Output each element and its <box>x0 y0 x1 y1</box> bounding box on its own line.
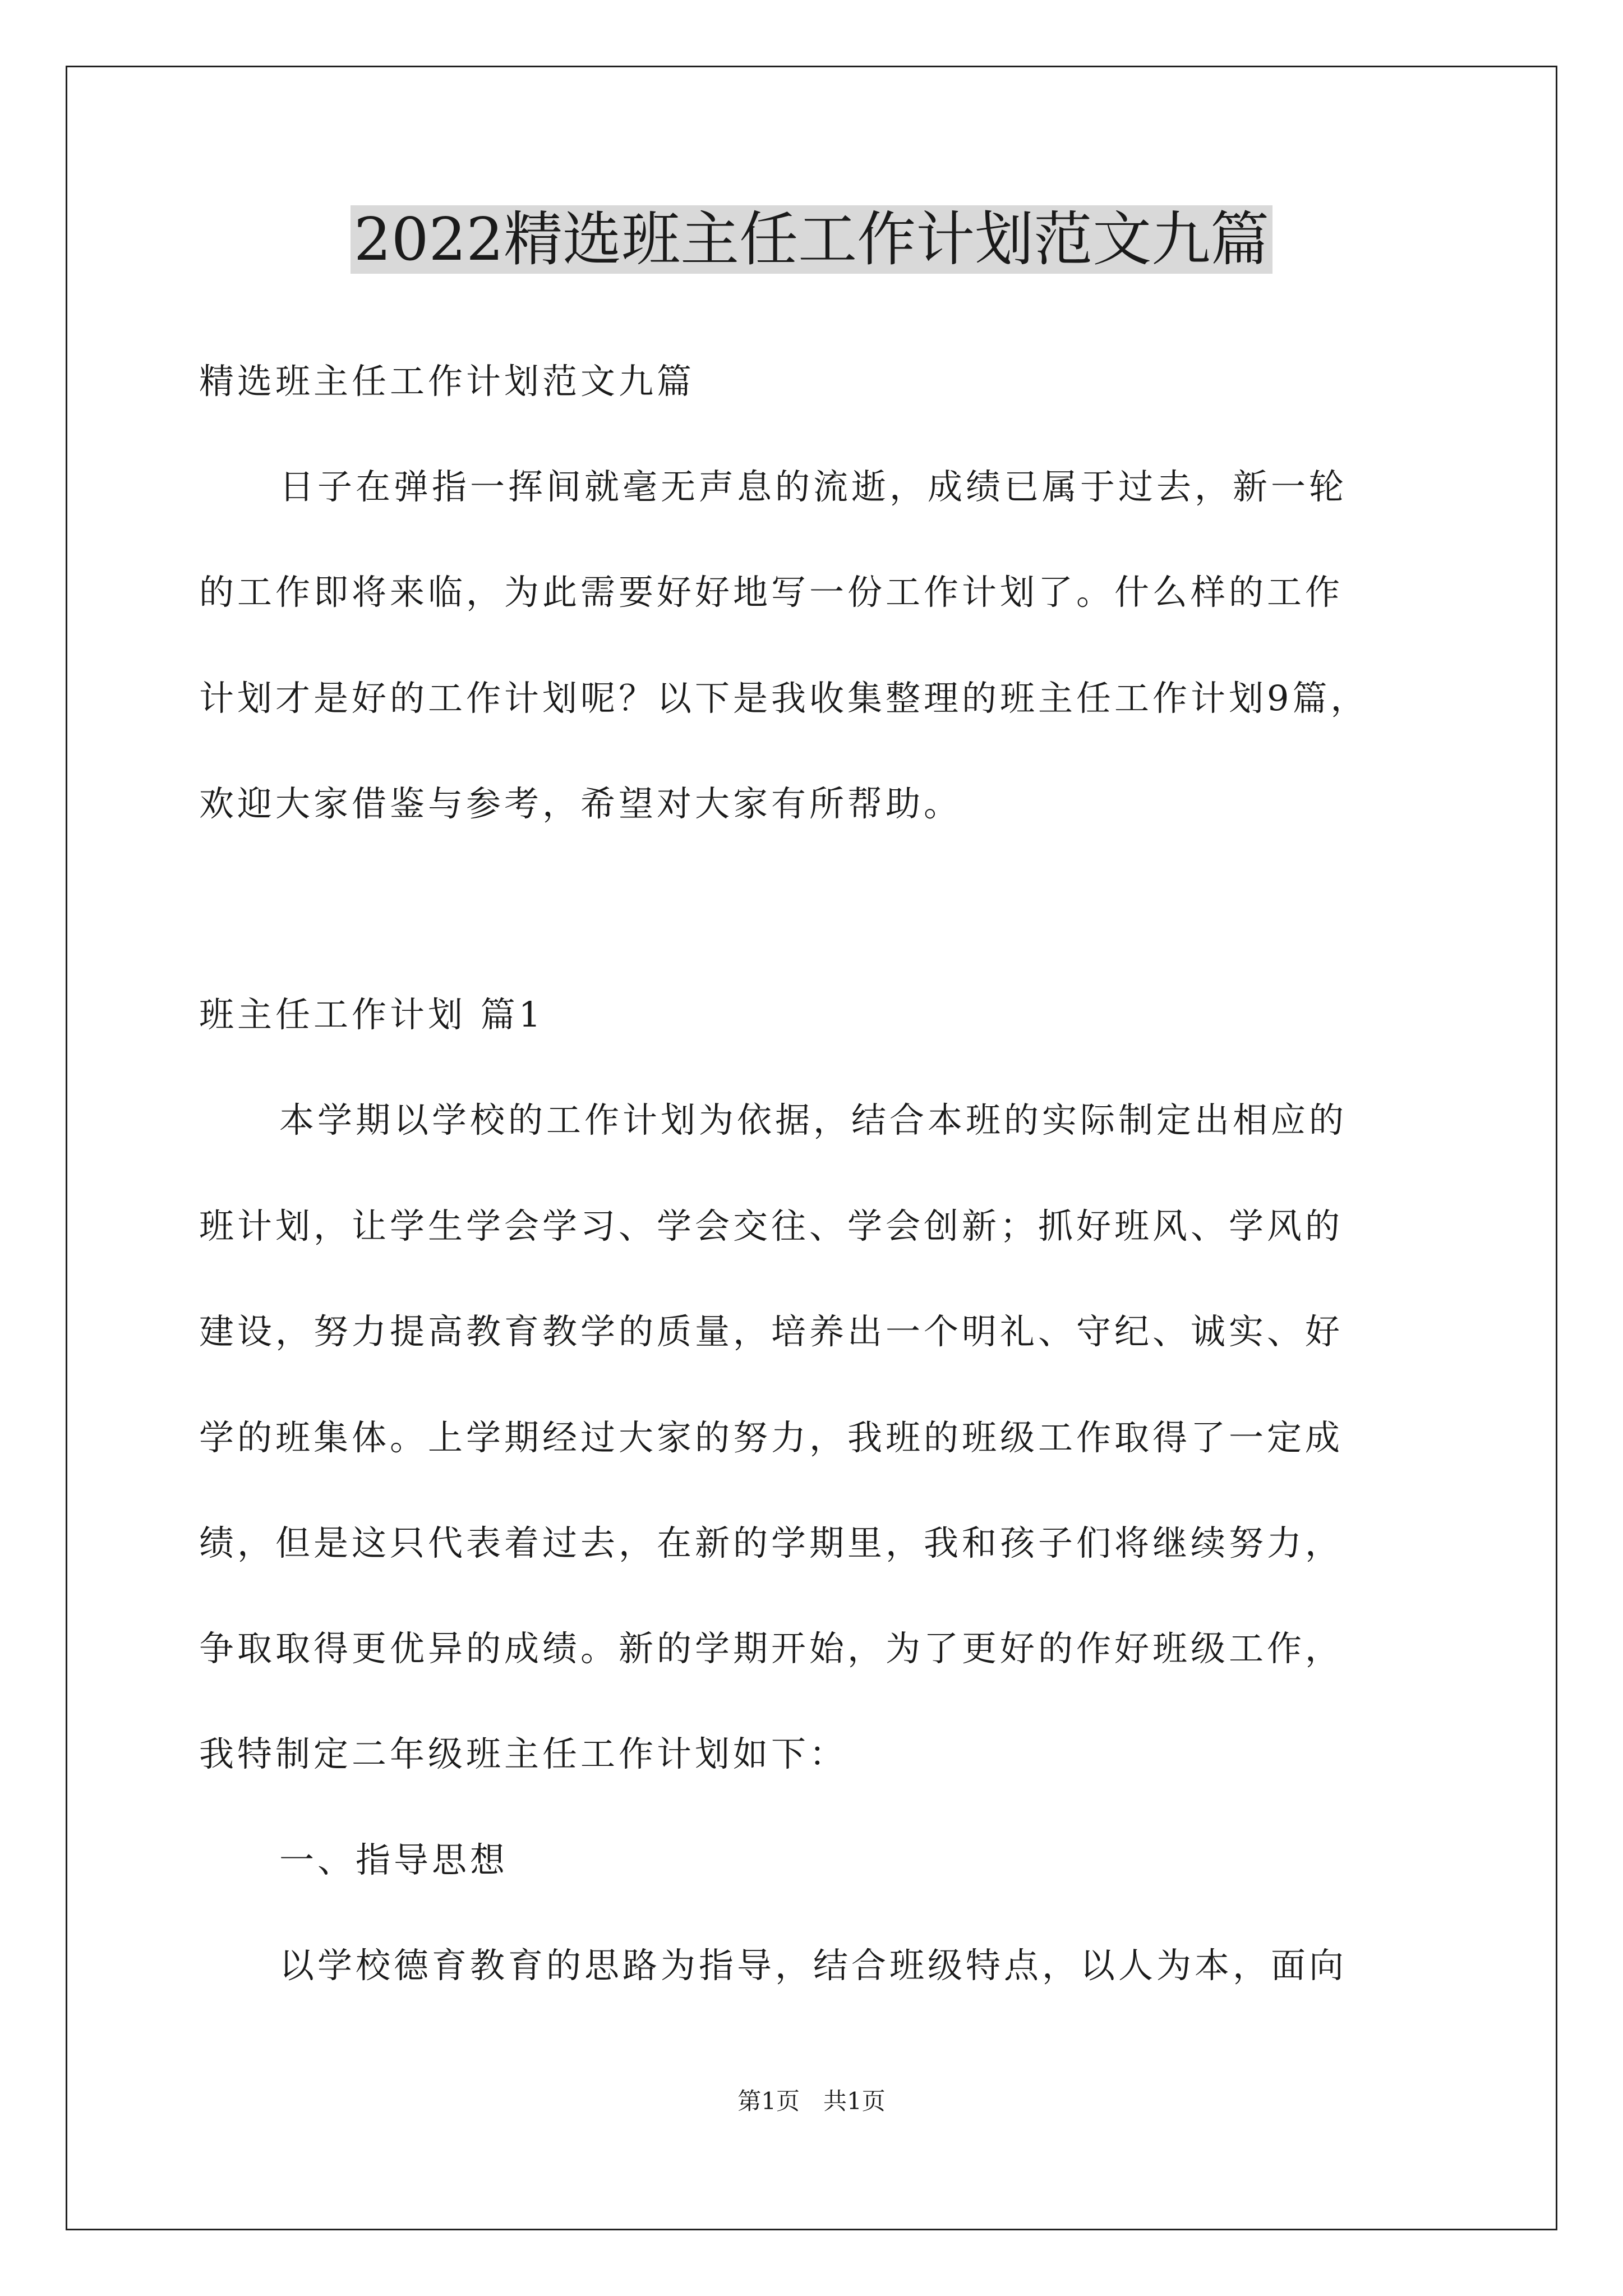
body-line-3: 建设，努力提高教育教学的质量，培养出一个明礼、守纪、诚实、好 <box>199 1311 1344 1352</box>
closing-line: 以学校德育教育的思路为指导，结合班级特点，以人为本，面向 <box>279 1945 1348 1986</box>
intro-line-1: 日子在弹指一挥间就毫无声息的流逝，成绩已属于过去，新一轮 <box>279 466 1348 507</box>
document-subtitle: 精选班主任工作计划范文九篇 <box>199 361 695 402</box>
intro-line-4: 欢迎大家借鉴与参考，希望对大家有所帮助。 <box>199 783 962 824</box>
subheading: 一、指导思想 <box>279 1839 509 1880</box>
intro-line-2: 的工作即将来临，为此需要好好地写一份工作计划了。什么样的工作 <box>199 572 1344 613</box>
body-line-6: 争取取得更优异的成绩。新的学期开始，为了更好的作好班级工作， <box>199 1628 1344 1669</box>
body-line-1: 本学期以学校的工作计划为依据，结合本班的实际制定出相应的 <box>279 1099 1348 1140</box>
document-title-text: 2022精选班主任工作计划范文九篇 <box>351 205 1272 274</box>
body-line-5: 绩，但是这只代表着过去，在新的学期里，我和孩子们将继续努力， <box>199 1522 1344 1563</box>
body-line-2: 班计划，让学生学会学习、学会交往、学会创新；抓好班风、学风的 <box>199 1205 1344 1246</box>
page-footer: 第1页 共1页 <box>737 2087 886 2115</box>
body-line-4: 学的班集体。上学期经过大家的努力，我班的班级工作取得了一定成 <box>199 1417 1344 1458</box>
document-title <box>0 197 1623 282</box>
section-heading: 班主任工作计划 篇1 <box>199 994 545 1035</box>
intro-line-3: 计划才是好的工作计划呢？以下是我收集整理的班主任工作计划9篇， <box>199 678 1369 719</box>
body-line-7: 我特制定二年级班主任工作计划如下： <box>199 1733 848 1774</box>
